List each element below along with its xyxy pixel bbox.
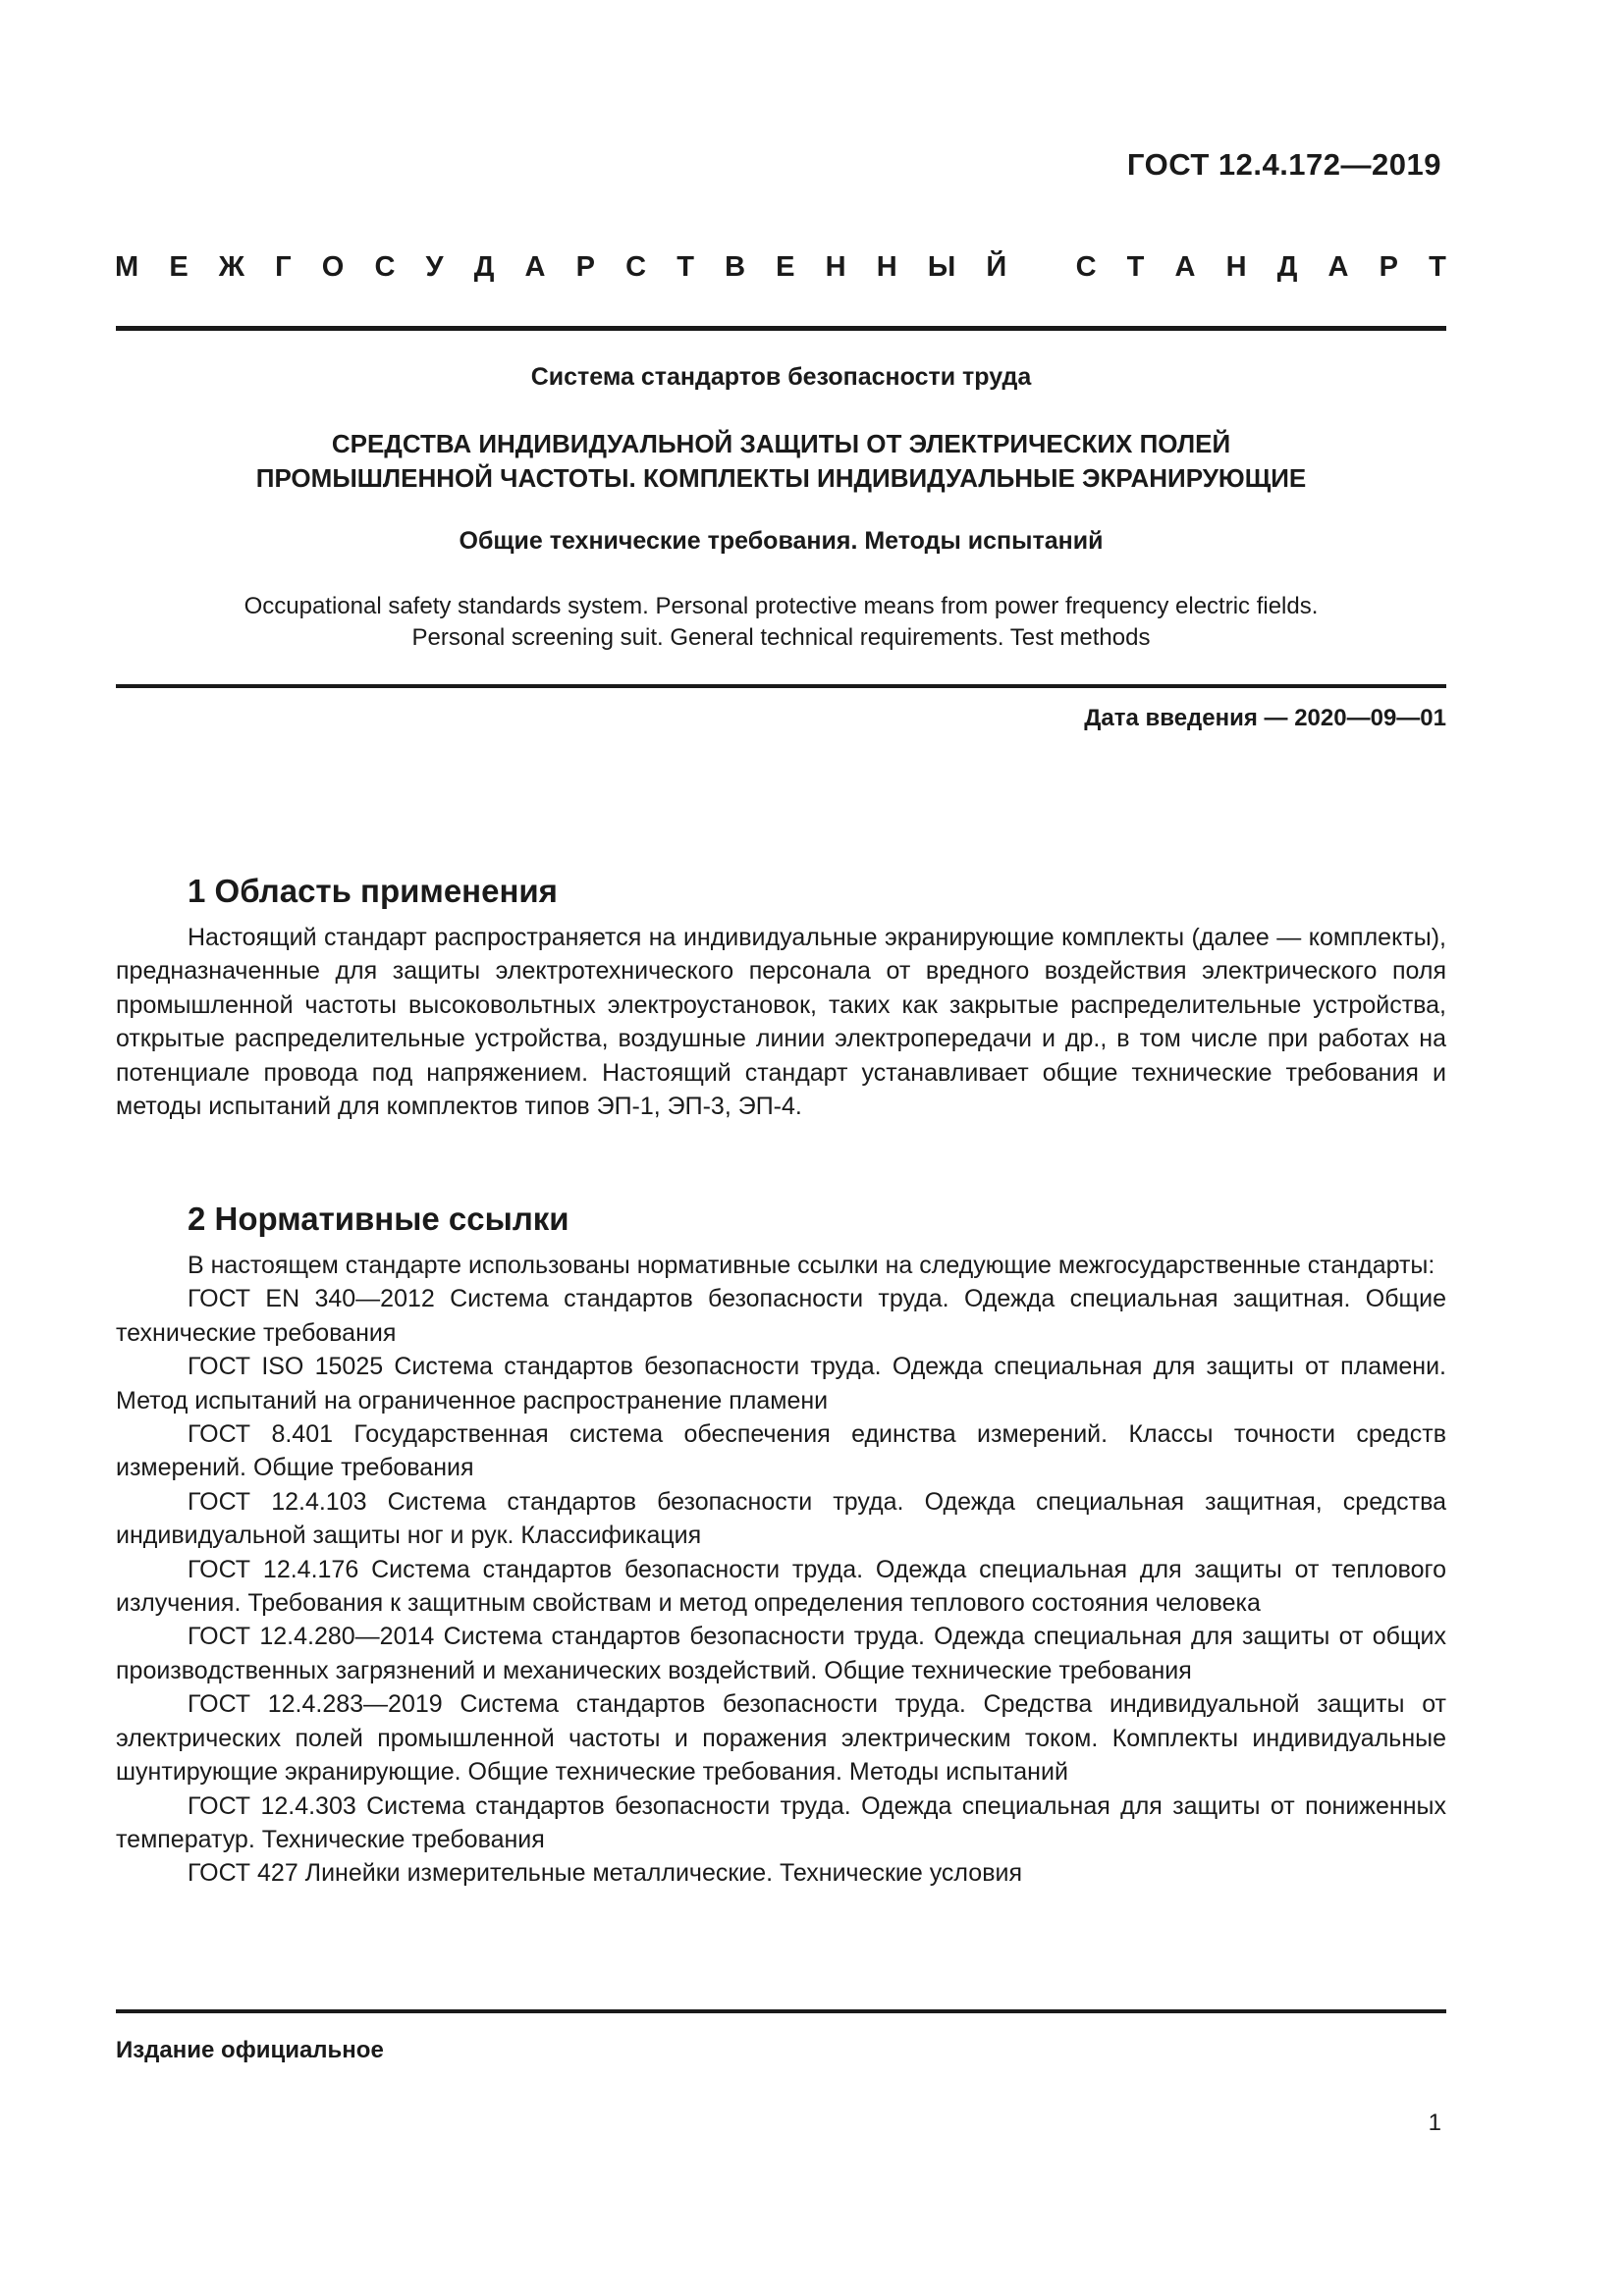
section-normative-references bbox=[116, 1200, 1446, 1891]
english-title-line: Occupational safety standards system. Personal protective means from power frequency electric fields. bbox=[244, 593, 1319, 619]
banner-letter: Н bbox=[825, 251, 846, 283]
english-title-line: Personal screening suit. General technical requirements. Test methods bbox=[411, 624, 1151, 651]
footer-divider bbox=[116, 2009, 1446, 2013]
banner-letter: М bbox=[115, 251, 139, 283]
paragraph: В настоящем стандарте использованы нормативные ссылки на следующие межгосударственные стандарты: bbox=[188, 1252, 1435, 1279]
banner-letter: Р bbox=[575, 251, 595, 283]
banner-letter: А bbox=[1174, 251, 1196, 283]
banner-word-gap bbox=[1037, 251, 1045, 284]
banner-letter: С bbox=[1075, 251, 1097, 283]
banner-letter: Д bbox=[473, 251, 495, 283]
document-number: ГОСТ 12.4.172—2019 bbox=[1126, 147, 1441, 182]
banner-letter: Е bbox=[169, 251, 189, 283]
introduction-date: Дата введения — 2020—09—01 bbox=[1084, 705, 1446, 731]
title-divider bbox=[116, 684, 1446, 688]
banner-letter: Т bbox=[677, 251, 694, 283]
banner-letter: О bbox=[321, 251, 345, 283]
banner-letter: Д bbox=[1276, 251, 1298, 283]
edition-label: Издание официальное bbox=[116, 2037, 384, 2063]
standard-type-banner bbox=[115, 251, 1446, 284]
reference-item: ГОСТ 12.4.103 Система стандартов безопасности труда. Одежда специальная защитная, средства индивидуальной защиты ног и рук. Классификация bbox=[116, 1487, 1446, 1550]
reference-item: ГОСТ 12.4.303 Система стандартов безопасности труда. Одежда специальная для защиты от пониженных температур. Технические требования bbox=[116, 1791, 1446, 1853]
banner-letter: А bbox=[524, 251, 546, 283]
header-divider bbox=[116, 326, 1446, 331]
banner-letter: Т bbox=[1429, 251, 1446, 283]
series-title: Система стандартов безопасности труда bbox=[530, 363, 1032, 391]
english-title bbox=[116, 591, 1446, 654]
main-title-line: СРЕДСТВА ИНДИВИДУАЛЬНОЙ ЗАЩИТЫ ОТ ЭЛЕКТРИЧЕСКИХ ПОЛЕЙ bbox=[331, 429, 1231, 458]
banner-letter: В bbox=[725, 251, 746, 283]
banner-letter: Ж bbox=[218, 251, 245, 283]
banner-letter: У bbox=[425, 251, 444, 283]
banner-letter: С bbox=[625, 251, 647, 283]
banner-letter: Й bbox=[986, 251, 1007, 283]
reference-item: ГОСТ EN 340—2012 Система стандартов безопасности труда. Одежда специальная защитная. Общие технические требования bbox=[116, 1285, 1446, 1347]
banner-letter: А bbox=[1327, 251, 1349, 283]
reference-item: ГОСТ 427 Линейки измерительные металлические. Технические условия bbox=[188, 1859, 1022, 1888]
subtitle: Общие технические требования. Методы испытаний bbox=[459, 527, 1104, 555]
banner-letter: С bbox=[374, 251, 396, 283]
reference-item: ГОСТ ISO 15025 Система стандартов безопасности труда. Одежда специальная для защиты от пламени. Метод испытаний на ограниченное распространение пламени bbox=[116, 1353, 1446, 1415]
main-title bbox=[116, 427, 1446, 496]
reference-item: ГОСТ 12.4.280—2014 Система стандартов безопасности труда. Одежда специальная для защиты от общих производственных загрязнений и механических воздействий. Общие технические требования bbox=[116, 1623, 1446, 1684]
main-title-line: ПРОМЫШЛЕННОЙ ЧАСТОТЫ. КОМПЛЕКТЫ ИНДИВИДУАЛЬНЫЕ ЭКРАНИРУЮЩИЕ bbox=[255, 463, 1307, 493]
page-number: 1 bbox=[1428, 2109, 1441, 2136]
reference-item: ГОСТ 8.401 Государственная система обеспечения единства измерений. Классы точности средств измерений. Общие требования bbox=[116, 1420, 1446, 1482]
section-scope bbox=[116, 872, 1446, 1123]
banner-letter: Е bbox=[776, 251, 795, 283]
section-heading: 2 Нормативные ссылки bbox=[188, 1201, 569, 1237]
banner-letter: Г bbox=[275, 251, 292, 283]
banner-letter: Н bbox=[1225, 251, 1247, 283]
reference-item: ГОСТ 12.4.176 Система стандартов безопасности труда. Одежда специальная для защиты от теплового излучения. Требования к защитным свойствам и метод определения теплового состояния человека bbox=[116, 1555, 1446, 1618]
reference-item: ГОСТ 12.4.283—2019 Система стандартов безопасности труда. Средства индивидуальной защиты от электрических полей промышленной частоты и поражения электрическим током. Комплекты индивидуальные шунтирующие экранирующие. Общие технические требования. Методы испытаний bbox=[116, 1690, 1446, 1787]
banner-letter: Н bbox=[876, 251, 897, 283]
banner-letter: Т bbox=[1126, 251, 1145, 283]
banner-letter: Ы bbox=[927, 251, 956, 283]
section-heading: 1 Область применения bbox=[188, 873, 558, 909]
paragraph: Настоящий стандарт распространяется на индивидуальные экранирующие комплекты (далее — комплекты), предназначенные для защиты электротехнического персонала от вредного воздействия электрического поля промышленной частоты высоковольтных электроустановок, таких как закрытые распределительные устройства, открытые распределительные устройства, воздушные линии электропередачи и др., в том числе при работах на потенциале провода под напряжением. Настоящий стандарт устанавливает общие технические требования и методы испытаний для комплектов типов ЭП-1, ЭП-3, ЭП-4. bbox=[116, 924, 1446, 1121]
banner-letter: Р bbox=[1379, 251, 1398, 283]
